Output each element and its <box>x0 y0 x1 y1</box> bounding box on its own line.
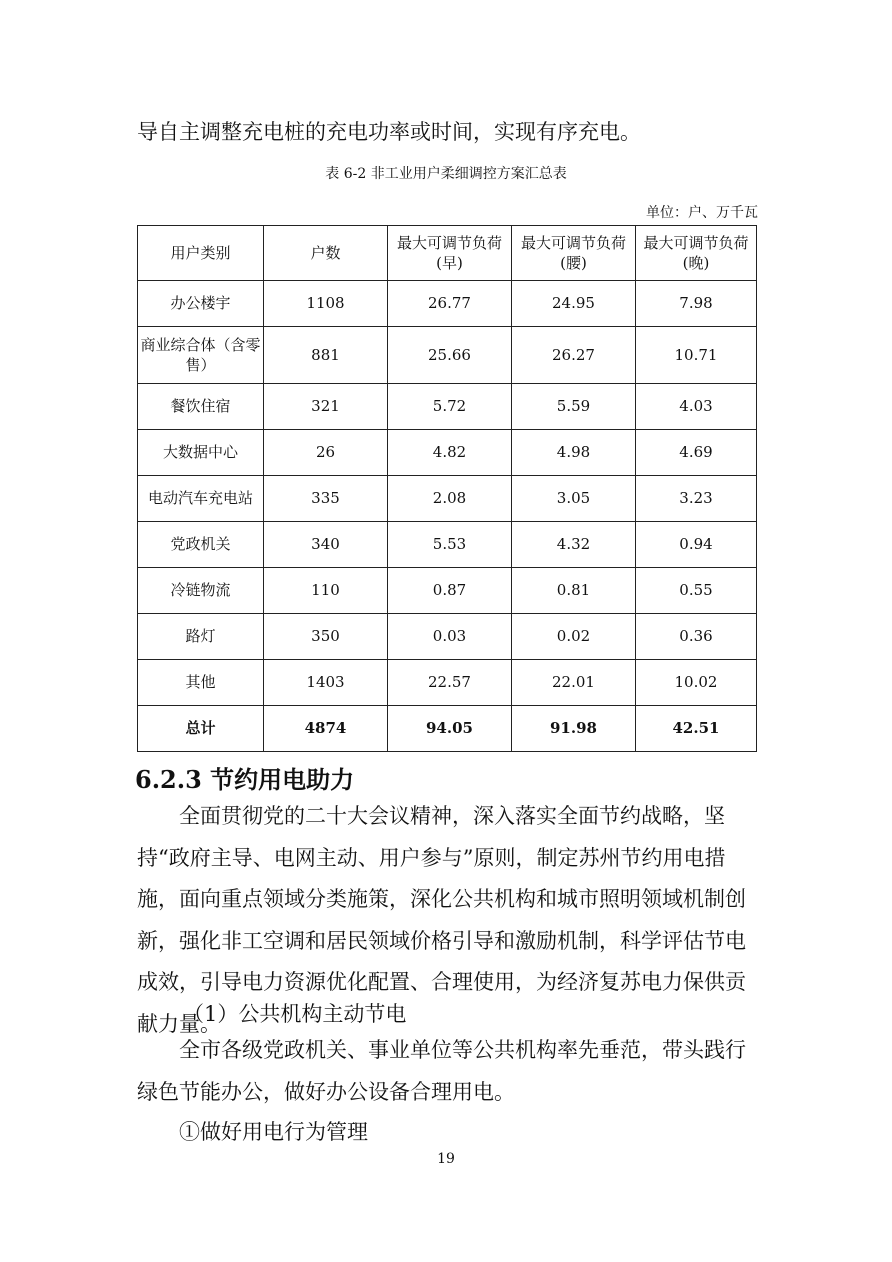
category-cell: 办公楼宇 <box>138 281 264 327</box>
count-cell: 350 <box>264 614 388 660</box>
header-cell: 最大可调节负荷 (早) <box>388 226 512 281</box>
body-paragraph-1: 全面贯彻党的二十大会议精神，深入落实全面节约战略，坚持“政府主导、电网主动、用户参与”原则，制定苏州节约用电措施，面向重点领域分类施策，深化公共机构和城市照明领域机制创新，强化非工空调和居民领域价格引导和激励机制，科学评估节电成效，引导电力资源优化配置、合理使用，为经济复苏电力保供贡献力量。 <box>137 804 746 1036</box>
value-cell: 4.69 <box>636 430 757 476</box>
count-cell: 1108 <box>264 281 388 327</box>
table-row <box>138 430 757 476</box>
count-cell: 881 <box>264 327 388 384</box>
value-cell: 0.81 <box>512 568 636 614</box>
value-cell: 4.82 <box>388 430 512 476</box>
category-cell: 大数据中心 <box>138 430 264 476</box>
value-cell: 0.03 <box>388 614 512 660</box>
subheading-behavior-management: ①做好用电行为管理 <box>179 1120 368 1144</box>
category-cell: 路灯 <box>138 614 264 660</box>
value-cell: 25.66 <box>388 327 512 384</box>
value-cell: 0.02 <box>512 614 636 660</box>
load-regulation-table <box>137 225 757 752</box>
subheading-public-institutions: （1）公共机构主动节电 <box>183 1002 407 1026</box>
header-cell: 最大可调节负荷 (腰) <box>512 226 636 281</box>
section-heading: 6.2.3 节约用电助力 <box>135 765 355 794</box>
category-cell: 冷链物流 <box>138 568 264 614</box>
top-paragraph-line: 导自主调整充电桩的充电功率或时间，实现有序充电。 <box>137 120 641 144</box>
header-cell: 最大可调节负荷 (晚) <box>636 226 757 281</box>
table-row <box>138 660 757 706</box>
value-cell: 26.27 <box>512 327 636 384</box>
value-cell: 22.01 <box>512 660 636 706</box>
total-count-cell: 4874 <box>264 706 388 752</box>
table-total-row <box>138 706 757 752</box>
category-cell: 电动汽车充电站 <box>138 476 264 522</box>
count-cell: 340 <box>264 522 388 568</box>
table-row <box>138 476 757 522</box>
table-row <box>138 327 757 384</box>
value-cell: 7.98 <box>636 281 757 327</box>
value-cell: 26.77 <box>388 281 512 327</box>
page-number: 19 <box>437 1151 455 1167</box>
value-cell: 10.71 <box>636 327 757 384</box>
total-label-cell: 总计 <box>138 706 264 752</box>
table-caption: 表 6-2 非工业用户柔细调控方案汇总表 <box>325 166 567 182</box>
value-cell: 5.72 <box>388 384 512 430</box>
value-cell: 22.57 <box>388 660 512 706</box>
table-row <box>138 384 757 430</box>
table-row <box>138 281 757 327</box>
count-cell: 1403 <box>264 660 388 706</box>
category-cell: 其他 <box>138 660 264 706</box>
header-cell: 户数 <box>264 226 388 281</box>
value-cell: 5.53 <box>388 522 512 568</box>
value-cell: 4.98 <box>512 430 636 476</box>
value-cell: 0.36 <box>636 614 757 660</box>
category-cell: 党政机关 <box>138 522 264 568</box>
value-cell: 5.59 <box>512 384 636 430</box>
table-row <box>138 522 757 568</box>
header-cell: 用户类别 <box>138 226 264 281</box>
table-row <box>138 568 757 614</box>
table-row <box>138 614 757 660</box>
value-cell: 0.55 <box>636 568 757 614</box>
value-cell: 0.87 <box>388 568 512 614</box>
value-cell: 10.02 <box>636 660 757 706</box>
value-cell: 3.05 <box>512 476 636 522</box>
unit-label: 单位：户、万千瓦 <box>646 205 758 221</box>
category-cell: 餐饮住宿 <box>138 384 264 430</box>
value-cell: 0.94 <box>636 522 757 568</box>
count-cell: 110 <box>264 568 388 614</box>
value-cell: 2.08 <box>388 476 512 522</box>
value-cell: 4.03 <box>636 384 757 430</box>
total-value-cell: 94.05 <box>388 706 512 752</box>
count-cell: 321 <box>264 384 388 430</box>
value-cell: 24.95 <box>512 281 636 327</box>
count-cell: 26 <box>264 430 388 476</box>
count-cell: 335 <box>264 476 388 522</box>
category-cell: 商业综合体（含零售） <box>138 327 264 384</box>
value-cell: 3.23 <box>636 476 757 522</box>
body-paragraph-2: 全市各级党政机关、事业单位等公共机构率先垂范，带头践行绿色节能办公，做好办公设备合理用电。 <box>137 1038 746 1104</box>
total-value-cell: 91.98 <box>512 706 636 752</box>
value-cell: 4.32 <box>512 522 636 568</box>
table-header-row <box>138 226 757 281</box>
total-value-cell: 42.51 <box>636 706 757 752</box>
